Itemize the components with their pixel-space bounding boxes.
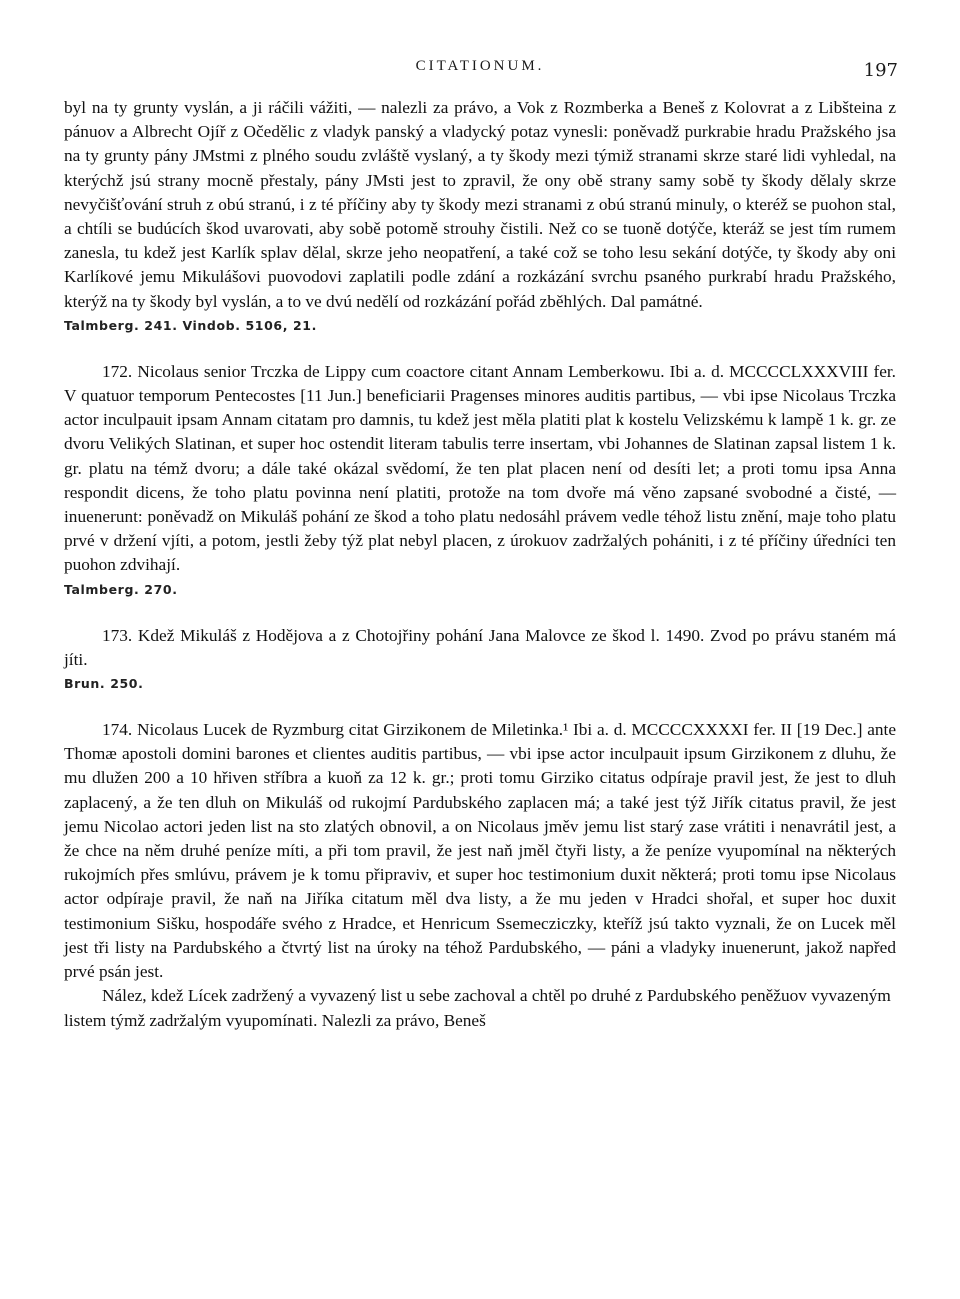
source-citation-173: Brun. 250. — [64, 676, 144, 692]
source-citation-172: Talmberg. 270. — [64, 581, 178, 597]
page-number: 197 — [863, 60, 898, 81]
page-body — [64, 96, 896, 1033]
entry-173-paragraph: 173. Kdež Mikuláš z Hodějova a z Chotojřiny pohání Jana Malovce ze škod l. 1490. Zvod po právu staném má jíti. — [64, 625, 896, 669]
entry-174-paragraph: 174. Nicolaus Lucek de Ryzmburg citat Girzikonem de Miletinka.¹ Ibi a. d. MCCCCXXXXI fer. II [19 Dec.] ante Thomæ apostoli domini barones et clientes auditis partibus, — vbi ipse actor inculpauit ipsum Girzikonem z dluhu, že mu dlužen 200 a 10 hřiven stříbra a kuoň za 12 k. gr.; proti tomu Girziko citatus odpíraje pravil jest, že jest to dluh zaplacený, a že ten dluh on Mikuláš od rukojmí Pardubského zaplacen má; a také jest týž Jiřík citatus pravil, že jest jemu Nicolao actori jeden list na sto zlatých obnovil, a on Nicolaus jměv jemu list starý zase vrátiti i nenavrátil jest, a že chce na něm druhé peníze míti, a při tom pravil, že jest naň jměl čtyři listy, a že peníze vyupomínal na některých rukojmích přes smlúvu, právem je k tomu připraviv, et super hoc testimonium duxit některá; proti tomu ipse Nicolaus actor odpíraje pravil, že naň na Jiříka citatum měl dva listy, a že mu jeden v Hradci shořal, et super hoc duxit testimonium Sišku, hospodáře svého z Hradce, et Henricum Ssemecziczky, kteříž jsú takto vyznali, že on Lucek měl jest tři listy na Pardubského a čtvrtý list na úroky na téhož Pardubského, — páni a vladyky inuenerunt, jakož napřed prvé psán jest. — [64, 720, 896, 982]
running-title: CITATIONUM. — [415, 58, 545, 74]
entry-174-continuation: Nález, kdež Lícek zadržený a vyvazený list u sebe zachoval a chtěl po druhé z Pardubského peněžuov vyvazeným listem týmž zadržalým vyupomínati. Nalezli za právo, Beneš — [64, 986, 891, 1030]
entry-172-paragraph: 172. Nicolaus senior Trczka de Lippy cum coactore citant Annam Lemberkowu. Ibi a. d. MCCCCLXXXVIII fer. V quatuor temporum Pentecostes [11 Jun.] beneficiarii Pragenses minores auditis partibus, — vbi ipse Nicolaus Trczka actor inculpauit ipsam Annam citatam pro damnis, tu kdež jest měla platiti plat k kostelu Velizskému k lampě 1 k. gr. ze dvoru Velikých Slatinan, et super hoc ostendit literam tabulis terre insertam, vbi Johannes de Slatinan zapsal listem 1 k. gr. platu na témž dvoru; a dále také okázal svědomí, že ten plat placen není od desíti let; a proti tomu ipsa Anna respondit dicens, že toho platu povinna není platiti, protože na tom dvoře má věno zapsané svobodné a čisté, — inuenerunt: poněvadž on Mikuláš pohání ze škod a toho platu nedosáhl právem vedle téhož listu znění, maje toho platu prvé v držení vjíti, a potom, jestli žeby týž plat nebyl placen, z úrokuov zadržalých pohániti, i z té příčiny úředníci ten puohon zdvihají. — [64, 361, 896, 575]
source-citation-intro: Talmberg. 241. Vindob. 5106, 21. — [64, 317, 317, 333]
intro-paragraph: byl na ty grunty vyslán, a ji ráčili vážiti, — nalezli za právo, a Vok z Rozmberka a Beneš z Kolovrat a z Libšteina z pánuov a Albrecht Ojíř z Očedělic z vladyk panský a vladycký potaz vynesli: poněvadž purkrabie hradu Pražského jsa na ty grunty pány JMstmi z plného soudu zvláště vyslaný, a ty škody mezi týmiž stranami skrze staré lidi vyhledal, na kterýchž jsú strany mocně přestaly, pány JMsti jest to zpravil, že ony obě strany samy sobě ty škody dělaly skrze nevyčišťování struh z obú stranú, i z té příčiny aby ty škody mezi stranami z obú stranú minuly, o kteréž se puohon stal, a chtíli se budúcích škod uvarovati, aby sobě potomě strouhy čistili. Než co se tuoně dotýče, kteráž se jest tím rumem zanesla, tu kdež jest Karlík splav dělal, skrze jeho neopatření, a také což se toho lesu sekání dotýče, ty škody aby oni Karlíkové jemu Mikulášovi puovodovi zaplatili podle zdání a rozkázání svrchu psaného purkrabí hradu Pražského, kterýž na ty škody byl vyslán, a to ve dvú nedělí od rozkázání pořád zběhlých. Dal památné. — [64, 98, 896, 311]
